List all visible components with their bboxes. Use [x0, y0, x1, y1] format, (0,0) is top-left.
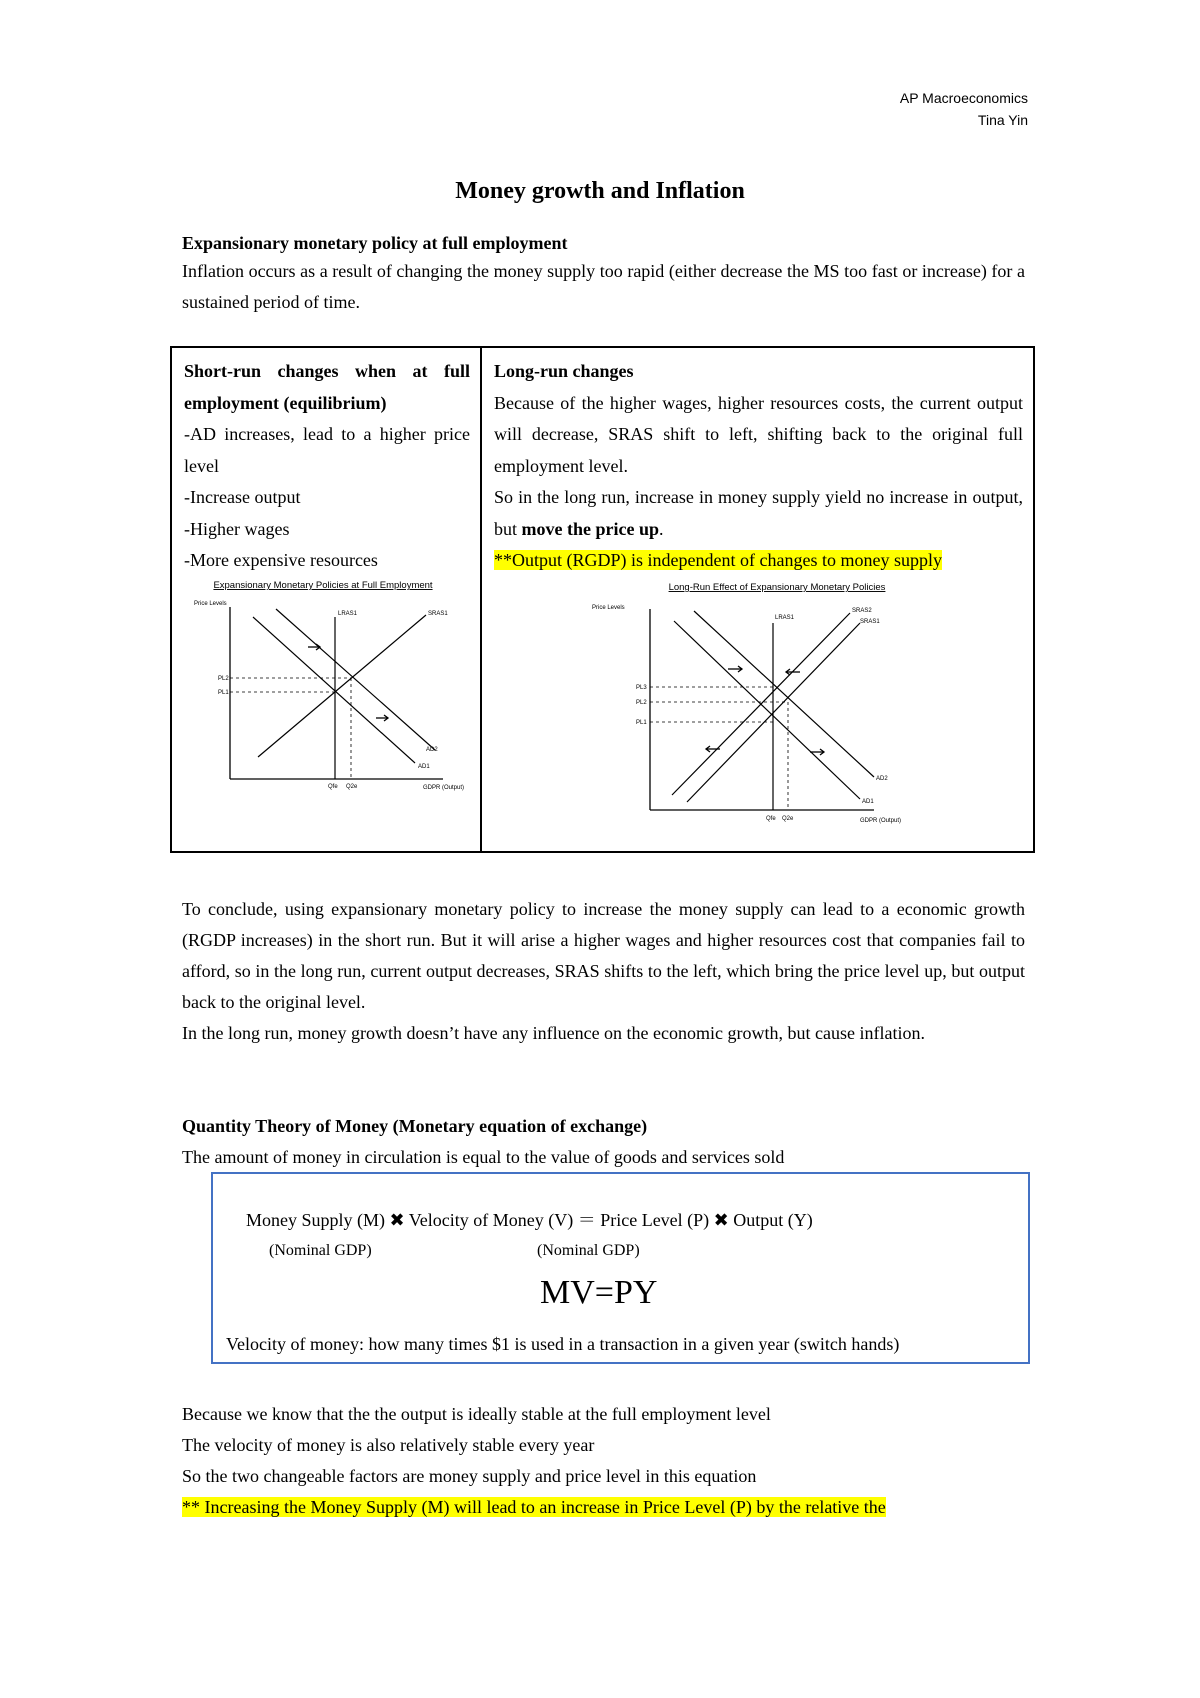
closing-highlight: ** Increasing the Money Supply (M) will lead to an increase in Price Level (P) by the relative the [182, 1497, 886, 1517]
chart1-sras [258, 615, 426, 757]
equation-note-right: (Nominal GDP) [537, 1242, 640, 1259]
chart2-tick-qfe: Qfe [766, 815, 776, 822]
chart2-ylabel: Price Levels [592, 604, 625, 611]
header-author: Tina Yin [977, 112, 1028, 128]
chart1-tick-q2e: Q2e [346, 783, 358, 790]
short-run-heading: Short-run changes when at full employment (equilibrium) [184, 361, 470, 413]
equation-short: MV=PY [540, 1274, 658, 1311]
chart1-ylabel: Price Levels [194, 600, 227, 607]
chart1-xlabel: GDPR (Output) [423, 784, 465, 791]
equation-note-left: (Nominal GDP) [269, 1242, 372, 1259]
chart2-label-lras1: LRAS1 [775, 614, 795, 621]
chart1-label-ad1: AD1 [418, 763, 430, 770]
short-run-cell [171, 347, 481, 852]
short-run-item: -Increase output [184, 487, 301, 507]
page-title: Money growth and Inflation [455, 178, 745, 204]
long-run-p2-text: So in the long run, increase in money supply yield no increase in output, but [494, 487, 1023, 539]
short-run-item: -AD increases, lead to a higher price level [184, 424, 470, 476]
closing-line-4 [182, 1492, 1025, 1523]
chart2-tick-pl1: PL1 [636, 719, 647, 726]
long-run-p1: Because of the higher wages, higher resources costs, the current output will decrease, SRAS shift to left, shifting back to the original full employment level. [494, 392, 1023, 476]
long-run-p2-end: . [659, 518, 664, 539]
equation-box [211, 1172, 1030, 1364]
long-run-cell [481, 347, 1034, 852]
chart2-xlabel: GDPR (Output) [860, 817, 902, 824]
chart2-label-sras1: SRAS1 [860, 618, 880, 625]
chart2-arrow-sras-shift [786, 669, 800, 675]
chart-long-run [482, 577, 1022, 845]
chart2-tick-pl3: PL3 [636, 684, 647, 691]
chart2-label-sras2: SRAS2 [852, 607, 872, 614]
chart1-arrow-lower [376, 715, 388, 721]
short-run-item: -Higher wages [184, 518, 290, 539]
closing-line-1: Because we know that the the output is ideally stable at the full employment level [182, 1404, 771, 1424]
chart2-arrow-sras-lower [706, 746, 720, 752]
long-run-heading: Long-run changes [494, 361, 634, 381]
header-course: AP Macroeconomics [899, 90, 1028, 106]
chart2-tick-q2e: Q2e [782, 815, 794, 822]
long-run-highlight [494, 545, 1023, 577]
chart2-tick-pl2: PL2 [636, 699, 647, 706]
chart1-title: Expansionary Monetary Policies at Full Employment [213, 579, 433, 591]
closing-line-3: So the two changeable factors are money supply and price level in this equation [182, 1466, 757, 1486]
section1-text: Inflation occurs as a result of changing the money supply too rapid (either decrease the MS too fast or increase) for a sustained period of time. [182, 261, 1025, 312]
chart1-arrow-upper [308, 644, 320, 650]
highlight-text: **Output (RGDP) is independent of changes to money supply [494, 550, 942, 570]
short-run-item: -More expensive resources [184, 550, 378, 570]
velocity-definition: Velocity of money: how many times $1 is used in a transaction in a given year (switch hands) [226, 1334, 900, 1354]
chart1-label-ad2: AD2 [426, 746, 438, 753]
chart2-title: Long-Run Effect of Expansionary Monetary Policies [668, 581, 886, 593]
long-run-p2-bold: move the price up [521, 518, 659, 539]
chart2-arrow-ad-lower [810, 749, 824, 755]
chart1-label-sras1: SRAS1 [428, 610, 448, 617]
chart-short-run [178, 577, 468, 817]
section2-heading: Quantity Theory of Money (Monetary equation of exchange) [182, 1116, 648, 1136]
chart2-arrow-ad-shift [728, 666, 742, 672]
chart1-ad2 [276, 609, 435, 750]
chart1-tick-qfe: Qfe [328, 783, 338, 790]
closing-line-2: The velocity of money is also relatively stable every year [182, 1435, 595, 1455]
chart2-ad1 [674, 621, 860, 799]
section1-heading: Expansionary monetary policy at full employment [182, 233, 568, 253]
section2-text: The amount of money in circulation is equal to the value of goods and services sold [182, 1147, 785, 1167]
equation-full: Money Supply (M) ✖ Velocity of Money (V) ＝ Price Level (P) ✖ Output (Y) [246, 1210, 813, 1230]
chart2-label-ad2: AD2 [876, 775, 888, 782]
chart1-tick-pl2: PL2 [218, 675, 229, 682]
conclusion-p2: In the long run, money growth doesn’t have any influence on the economic growth, but cause inflation. [182, 1023, 925, 1043]
chart1-label-lras1: LRAS1 [338, 610, 358, 617]
comparison-table [170, 346, 1035, 853]
chart1-tick-pl1: PL1 [218, 689, 229, 696]
long-run-p2 [494, 482, 1023, 545]
conclusion-p1: To conclude, using expansionary monetary policy to increase the money supply can lead to a economic growth (RGDP increases) in the short run. But it will arise a higher wages and higher resources cost that companies fail to afford, so in the long run, current output decreases, SRAS shifts to the left, which bring the price level up, but output back to the original level. [182, 899, 1025, 1012]
chart2-label-ad1: AD1 [862, 798, 874, 805]
